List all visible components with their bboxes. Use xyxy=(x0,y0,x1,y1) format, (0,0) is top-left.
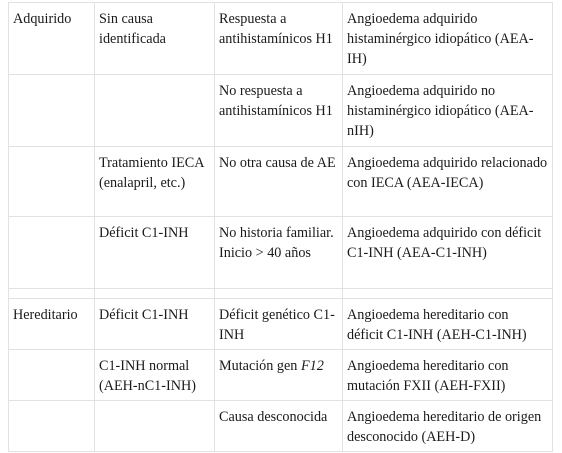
cause-cell: Déficit C1-INH xyxy=(95,299,215,350)
criterion-cell: Causa desconocida xyxy=(215,401,343,452)
cause-cell: Sin causa identificada xyxy=(95,3,215,75)
criterion-cell xyxy=(215,350,343,401)
cause-cell xyxy=(95,401,215,452)
diagnosis-cell: Angioedema hereditario con mutación FXII (AEH-FXII) xyxy=(343,350,553,401)
table-row xyxy=(9,299,553,350)
origin-cell xyxy=(9,75,95,147)
cause-cell: Tratamiento IECA (enalapril, etc.) xyxy=(95,147,215,217)
diagnosis-cell: Angioedema hereditario con déficit C1-INH (AEH-C1-INH) xyxy=(343,299,553,350)
cause-cell: C1-INH normal (AEH-nC1-INH) xyxy=(95,350,215,401)
criterion-cell: Respuesta a antihistamínicos H1 xyxy=(215,3,343,75)
gene-name: F12 xyxy=(300,358,324,374)
origin-cell xyxy=(9,217,95,289)
table-row xyxy=(9,401,553,452)
criterion-cell: Déficit genético C1-INH xyxy=(215,299,343,350)
diagnosis-cell: Angioedema adquirido con déficit C1-INH (AEA-C1-INH) xyxy=(343,217,553,289)
cause-cell: Déficit C1-INH xyxy=(95,217,215,289)
criterion-cell: No historia familiar. Inicio > 40 años xyxy=(215,217,343,289)
origin-cell: Hereditario xyxy=(9,299,95,350)
criterion-text: Mutación gen xyxy=(219,358,301,374)
table-row xyxy=(9,75,553,147)
diagnosis-cell: Angioedema adquirido histaminérgico idiopático (AEA-IH) xyxy=(343,3,553,75)
criterion-cell: No respuesta a antihistamínicos H1 xyxy=(215,75,343,147)
diagnosis-cell: Angioedema adquirido no histaminérgico idiopático (AEA-nIH) xyxy=(343,75,553,147)
angioedema-classification-table xyxy=(8,2,553,452)
section-separator xyxy=(9,289,553,299)
diagnosis-cell: Angioedema adquirido relacionado con IECA (AEA-IECA) xyxy=(343,147,553,217)
table-row xyxy=(9,217,553,289)
table-row xyxy=(9,147,553,217)
cause-cell xyxy=(95,75,215,147)
table-row xyxy=(9,3,553,75)
origin-cell: Adquirido xyxy=(9,3,95,75)
origin-cell xyxy=(9,147,95,217)
origin-cell xyxy=(9,350,95,401)
origin-cell xyxy=(9,401,95,452)
criterion-cell: No otra causa de AE xyxy=(215,147,343,217)
diagnosis-cell: Angioedema hereditario de origen desconocido (AEH-D) xyxy=(343,401,553,452)
table-row xyxy=(9,350,553,401)
